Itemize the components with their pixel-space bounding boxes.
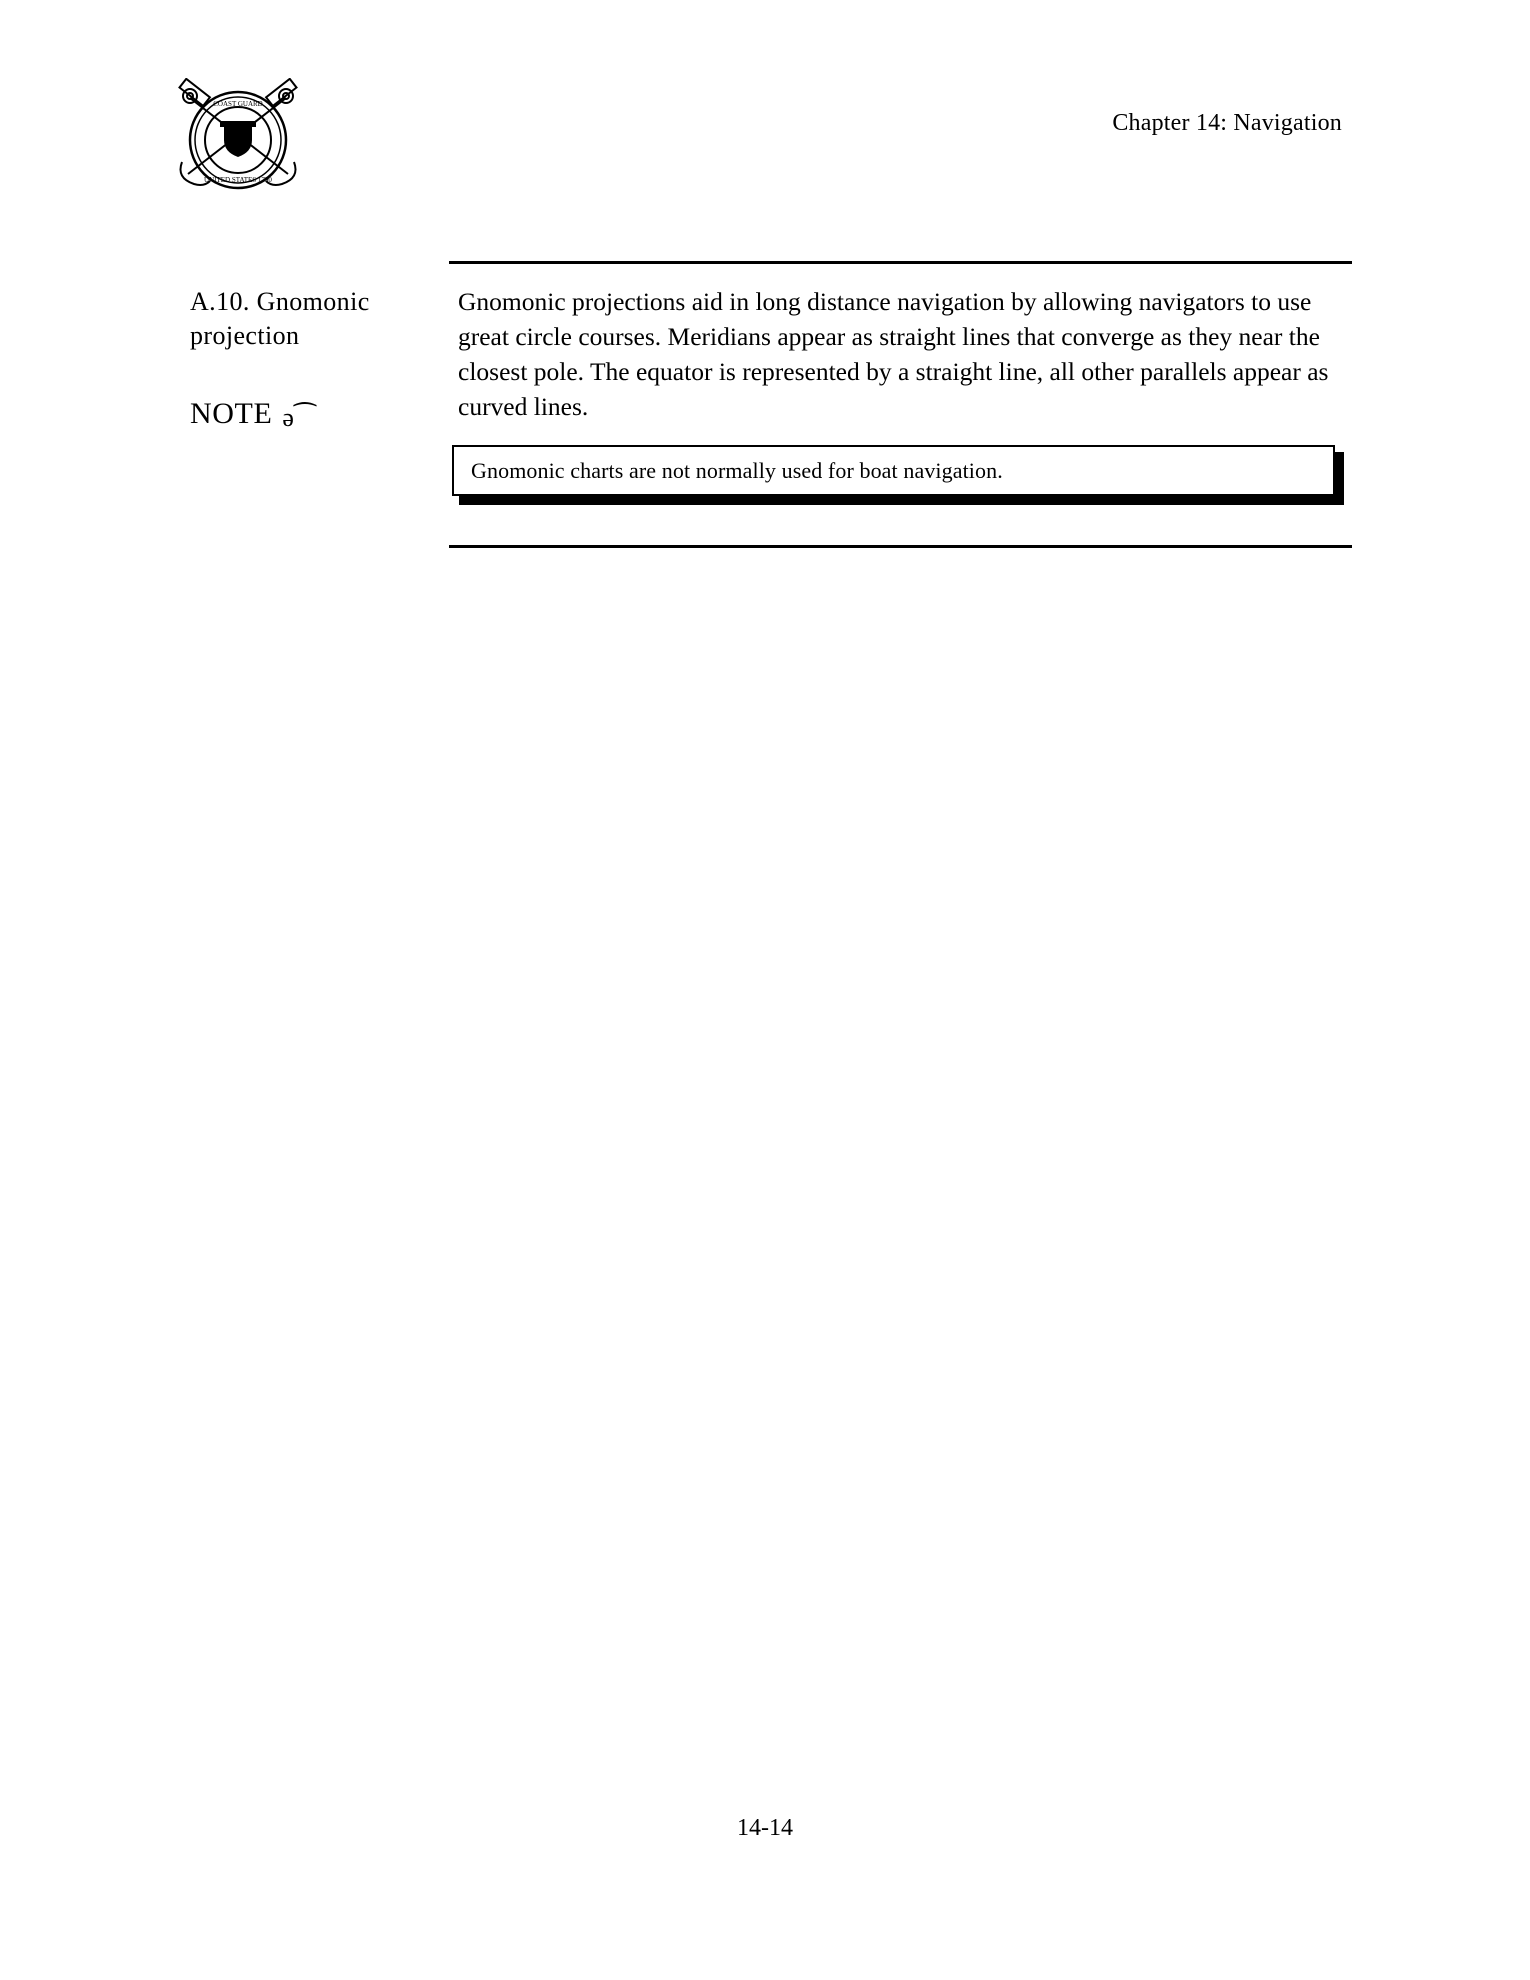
note-callout-box	[452, 445, 1337, 498]
svg-text:COAST GUARD: COAST GUARD	[213, 100, 263, 108]
body-paragraph: Gnomonic projections aid in long distance navigation by allowing navigators to use great circle courses. Meridians appear as straight lines that converge as they near the closest pole. The equator is represented by a straight line, all other parallels appear as curved lines.	[458, 287, 1329, 421]
note-label-text: NOTE	[190, 396, 273, 430]
page-header	[0, 70, 1530, 210]
svg-text:UNITED STATES 1790: UNITED STATES 1790	[204, 176, 272, 184]
section-heading: A.10. Gnomonic projection	[190, 287, 370, 350]
note-flourish-icon: ə⁀	[282, 402, 317, 432]
left-label-column	[190, 285, 440, 431]
note-box-frame	[452, 445, 1335, 496]
note-box-text: Gnomonic charts are not normally used for boat navigation.	[471, 457, 1003, 483]
note-label-group	[190, 397, 440, 431]
section-bottom-rule	[449, 545, 1352, 548]
section-top-rule	[449, 261, 1352, 264]
page-number: 14-14	[737, 1815, 793, 1841]
chapter-title: Chapter 14: Navigation	[1112, 110, 1342, 136]
us-coast-guard-seal-icon	[168, 78, 308, 203]
